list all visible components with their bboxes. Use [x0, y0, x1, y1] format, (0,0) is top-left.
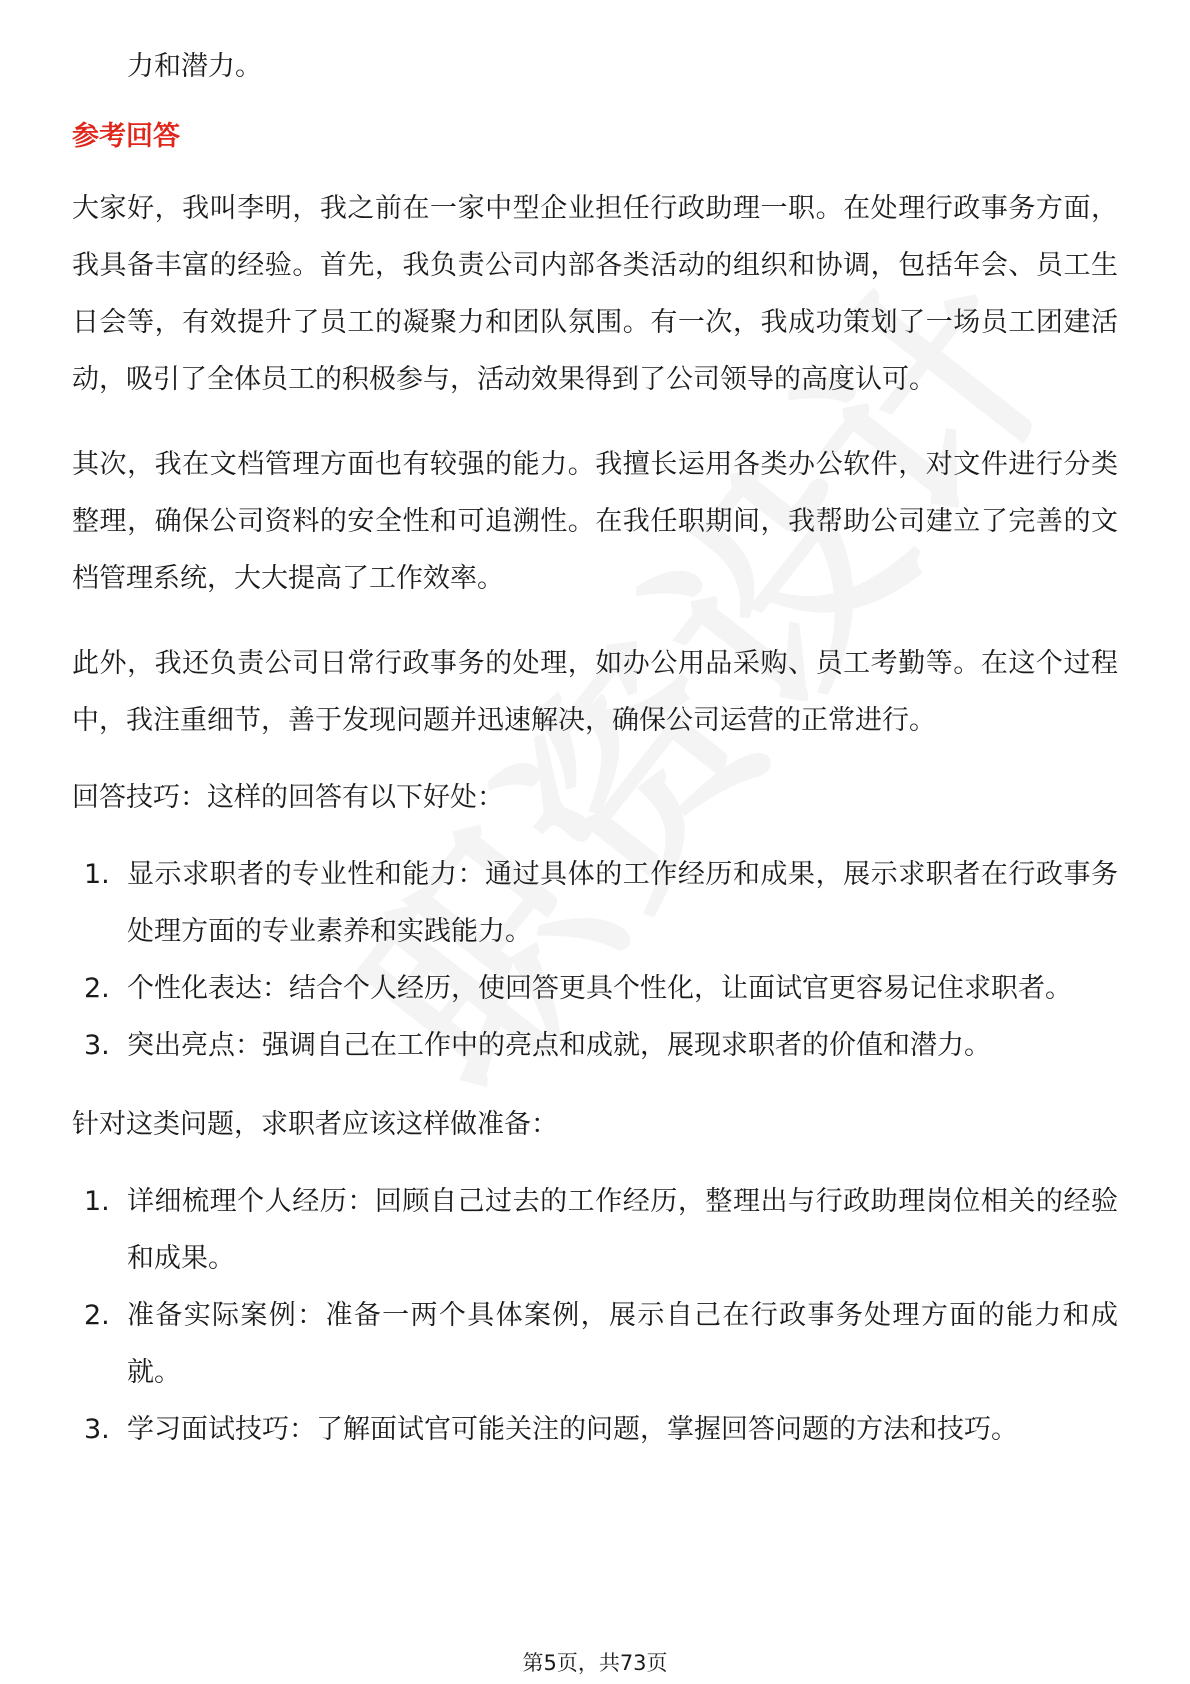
list-item-text: 个性化表达：结合个人经历，使回答更具个性化，让面试官更容易记住求职者。	[127, 973, 1072, 1004]
list-item	[72, 1017, 1118, 1074]
tips-intro: 回答技巧：这样的回答有以下好处：	[72, 782, 504, 813]
prep-list	[72, 1173, 1118, 1458]
page-content	[72, 38, 1118, 1480]
list-item	[72, 846, 1118, 960]
page-footer: 第5页，共73页	[522, 1651, 668, 1675]
list-number: 3.	[84, 1414, 110, 1445]
list-item	[72, 1401, 1118, 1458]
prep-intro: 针对这类问题，求职者应该这样做准备：	[72, 1109, 558, 1140]
list-item	[72, 1287, 1118, 1401]
list-number: 3.	[84, 1030, 110, 1061]
list-item-text: 学习面试技巧：了解面试官可能关注的问题，掌握回答问题的方法和技巧。	[127, 1414, 1018, 1445]
list-item-text: 详细梳理个人经历：回顾自己过去的工作经历，整理出与行政助理岗位相关的经验和成果。	[127, 1186, 1118, 1274]
tips-list	[72, 846, 1118, 1074]
answer-paragraph-2: 其次，我在文档管理方面也有较强的能力。我擅长运用各类办公软件，对文件进行分类整理，确保公司资料的安全性和可追溯性。在我任职期间，我帮助公司建立了完善的文档管理系统，大大提高了工作效率。	[72, 449, 1118, 594]
list-number: 1.	[84, 859, 110, 890]
list-item-text: 显示求职者的专业性和能力：通过具体的工作经历和成果，展示求职者在行政事务处理方面的专业素养和实践能力。	[127, 859, 1118, 947]
list-number: 2.	[84, 973, 110, 1004]
list-item-text: 准备实际案例：准备一两个具体案例，展示自己在行政事务处理方面的能力和成就。	[127, 1300, 1118, 1388]
list-number: 1.	[84, 1186, 110, 1217]
answer-paragraph-1: 大家好，我叫李明，我之前在一家中型企业担任行政助理一职。在处理行政事务方面，我具备丰富的经验。首先，我负责公司内部各类活动的组织和协调，包括年会、员工生日会等，有效提升了员工的凝聚力和团队氛围。有一次，我成功策划了一场员工团建活动，吸引了全体员工的积极参与，活动效果得到了公司领导的高度认可。	[72, 193, 1118, 395]
list-item-text: 突出亮点：强调自己在工作中的亮点和成就，展现求职者的价值和潜力。	[127, 1030, 991, 1061]
carry-over-text: 力和潜力。	[127, 51, 262, 82]
list-item	[72, 960, 1118, 1017]
section-heading: 参考回答	[72, 121, 180, 152]
list-number: 2.	[84, 1300, 110, 1331]
list-item	[72, 1173, 1118, 1287]
answer-paragraph-3: 此外，我还负责公司日常行政事务的处理，如办公用品采购、员工考勤等。在这个过程中，我注重细节，善于发现问题并迅速解决，确保公司运营的正常进行。	[72, 648, 1118, 736]
